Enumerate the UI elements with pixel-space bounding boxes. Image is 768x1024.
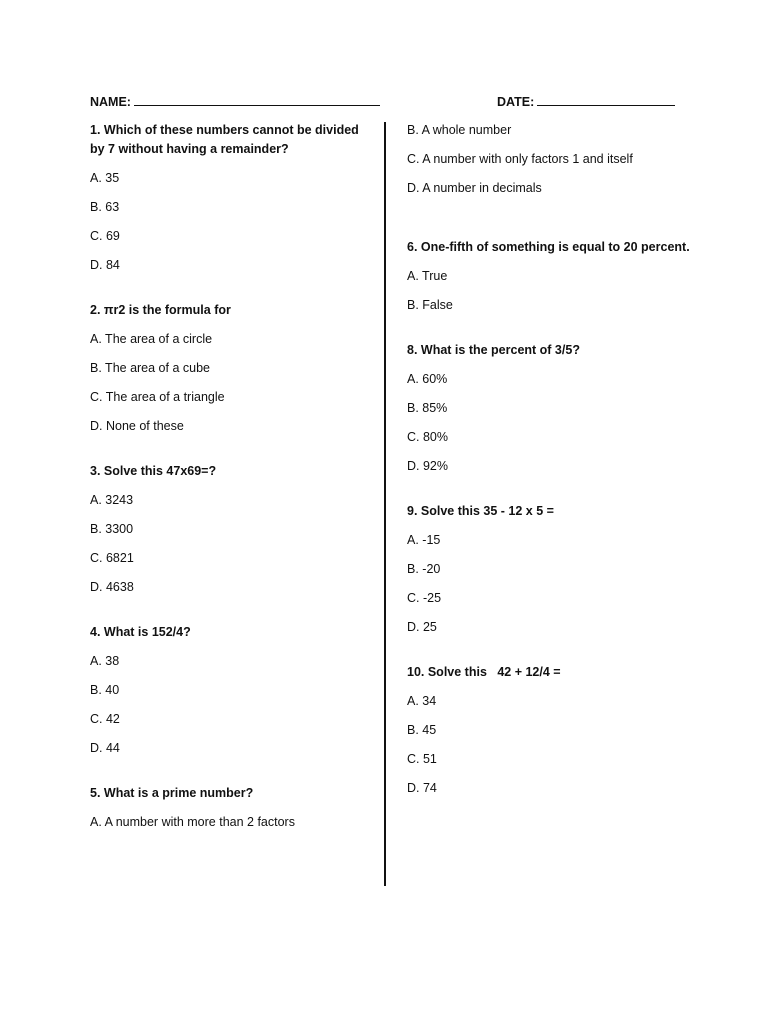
question-8-option-a: A. 60% (407, 372, 448, 386)
question-5 (90, 784, 370, 832)
question-2-option-b: B. The area of a cube (90, 361, 210, 375)
question-2-option-d: D. None of these (90, 419, 184, 433)
question-4 (90, 623, 370, 758)
question-1-option-b: B. 63 (90, 200, 120, 214)
question-1-option-d: D. 84 (90, 258, 120, 272)
name-label: NAME: (90, 95, 131, 109)
question-2-text: 2. πr2 is the formula for (90, 303, 231, 317)
name-blank-line[interactable] (134, 94, 380, 106)
question-9-option-d: D. 25 (407, 620, 437, 634)
column-divider (384, 122, 386, 886)
question-9-option-a: A. -15 (407, 533, 441, 547)
question-3-option-c: C. 6821 (90, 551, 134, 565)
question-9-option-c: C. -25 (407, 591, 442, 605)
question-8 (407, 341, 697, 476)
question-9 (407, 502, 697, 637)
question-2-option-c: C. The area of a triangle (90, 390, 225, 404)
question-5-continued (407, 121, 697, 198)
question-1 (90, 121, 370, 275)
question-8-text: 8. What is the percent of 3/5? (407, 343, 580, 357)
question-9-text: 9. Solve this 35 - 12 x 5 = (407, 504, 554, 518)
question-5-option-a: A. A number with more than 2 factors (90, 815, 295, 829)
question-1-option-c: C. 69 (90, 229, 120, 243)
question-10 (407, 663, 697, 798)
question-6-option-b: B. False (407, 298, 453, 312)
question-1-option-a: A. 35 (90, 171, 120, 185)
question-4-option-c: C. 42 (90, 712, 120, 726)
right-column (407, 121, 697, 824)
question-10-text: 10. Solve this 42 + 12/4 = (407, 665, 561, 679)
date-blank-line[interactable] (537, 94, 675, 106)
question-5-text: 5. What is a prime number? (90, 786, 254, 800)
left-column (90, 121, 370, 858)
question-10-option-b: B. 45 (407, 723, 437, 737)
question-9-option-b: B. -20 (407, 562, 441, 576)
question-10-option-a: A. 34 (407, 694, 437, 708)
question-2-option-a: A. The area of a circle (90, 332, 213, 346)
question-5-option-b: B. A whole number (407, 123, 512, 137)
question-3-option-d: D. 4638 (90, 580, 134, 594)
date-label: DATE: (497, 95, 535, 109)
question-8-option-d: D. 92% (407, 459, 448, 473)
question-6-option-a: A. True (407, 269, 448, 283)
question-4-text: 4. What is 152/4? (90, 625, 191, 639)
question-5-option-d: D. A number in decimals (407, 181, 542, 195)
question-3-text: 3. Solve this 47x69=? (90, 464, 217, 478)
question-2 (90, 301, 370, 436)
question-8-option-c: C. 80% (407, 430, 448, 444)
question-4-option-d: D. 44 (90, 741, 120, 755)
question-5-option-c: C. A number with only factors 1 and itself (407, 152, 633, 166)
date-field (497, 94, 675, 109)
question-4-option-a: A. 38 (90, 654, 120, 668)
question-10-option-d: D. 74 (407, 781, 437, 795)
question-1-text: 1. Which of these numbers cannot be divided by 7 without having a remainder? (90, 123, 359, 156)
name-field (90, 94, 380, 109)
question-6 (407, 238, 697, 315)
question-8-option-b: B. 85% (407, 401, 448, 415)
question-3-option-a: A. 3243 (90, 493, 134, 507)
question-10-option-c: C. 51 (407, 752, 437, 766)
question-4-option-b: B. 40 (90, 683, 120, 697)
question-6-text: 6. One-fifth of something is equal to 20 percent. (407, 240, 690, 254)
question-3-option-b: B. 3300 (90, 522, 134, 536)
question-3 (90, 462, 370, 597)
